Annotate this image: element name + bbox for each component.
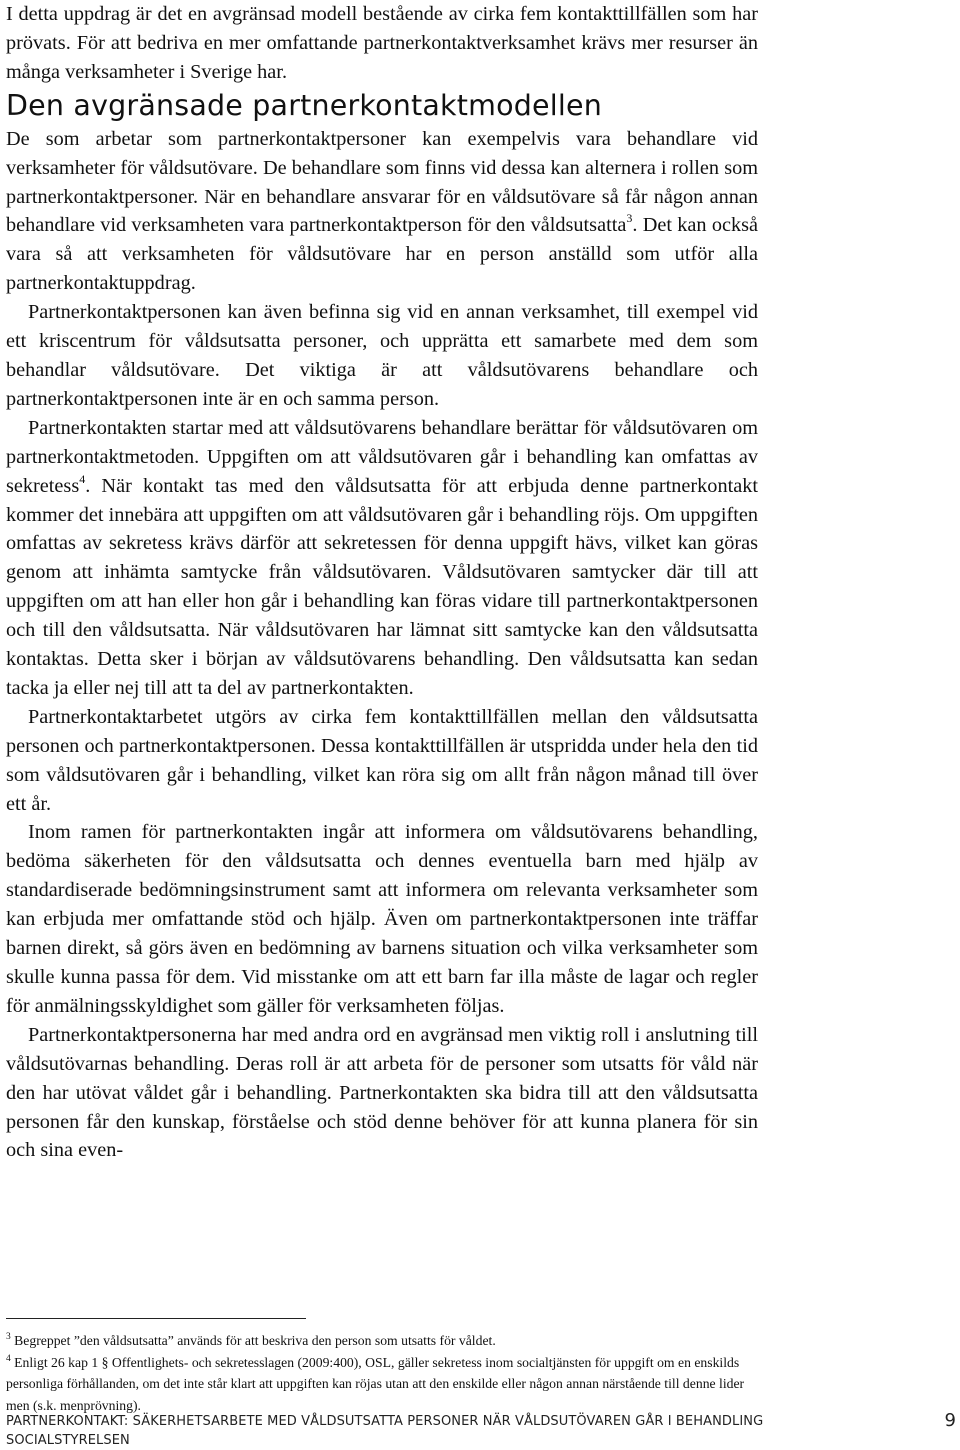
footnote-text: Enligt 26 kap 1 § Offentlighets- och sekretesslagen (2009:400), OSL, gäller sekretess inom socialtjänsten för uppgift om en enskilds personliga förhållanden, om det inte står klart att uppgiften kan röjas utan att den enskilde eller någon annan närstående till denne lider men (s.k. menprövning).: [6, 1354, 745, 1413]
paragraph-1-text-cont: . Det kan också vara så att verksamheten för våldsutövare har en person anställd som utför alla partnerkontaktuppdrag.: [6, 214, 759, 295]
footer-document-title: PARTNERKONTAKT: SÄKERHETSARBETE MED VÅLDSUTSATTA PERSONER NÄR VÅLDSUTÖVAREN GÅR I BEHANDLING: [6, 1414, 764, 1429]
footnote-ref-4[interactable]: 4: [79, 471, 86, 486]
footnote-number: 3: [6, 1332, 11, 1342]
footnote-ref-3[interactable]: 3: [626, 211, 633, 226]
paragraph-1-text: De som arbetar som partnerkontaktpersoner kan exempelvis vara behandlare vid verksamheter för våldsutövare. De behandlare som finns vid dessa kan alternera i rollen som partnerkontaktpersoner. När en behandlare ansvarar för en våldsutövare så får någon annan behandlare vid verksamheten vara partnerkontaktperson för den våldsutsatta: [6, 127, 758, 237]
footnote-number: 4: [6, 1353, 11, 1364]
footnote-3: [6, 1330, 766, 1352]
intro-paragraph: I detta uppdrag är det en avgränsad modell bestående av cirka fem kontakttillfällen som har prövats. För att bedriva en mer omfattande partnerkontaktverksamhet krävs mer resurser än många verksamheter i Sverige har.: [6, 3, 758, 83]
paragraph-1: [6, 125, 758, 298]
body-text: [6, 0, 758, 1165]
paragraph-5: Inom ramen för partnerkontakten ingår att informera om våldsutövarens behandling, bedöma säkerheten för den våldsutsatta och dennes eventuella barn med hjälp av standardiserade bedömningsinstrument samt att informera om relevanta verksamheter som kan erbjuda mer omfattande stöd och hjälp. Även om partnerkontaktpersonen inte träffar barnen direkt, så görs även en bedömning av barnens situation och vilka verksamheter som skulle kunna passa för dem. Vid misstanke om att ett barn far illa måste de lagar och regler för anmälningsskyldighet som gäller för verksamheten följas.: [6, 821, 758, 1017]
paragraph-3: [6, 414, 758, 703]
paragraph-4: Partnerkontaktarbetet utgörs av cirka fem kontakttillfällen mellan den våldsutsatta personen och partnerkontaktpersonen. Dessa kontakttillfällen är utspridda under hela den tid som våldsutövaren går i behandling, vilket kan röra sig om allt från någon månad till över ett år.: [6, 705, 758, 815]
footnote-4: [6, 1352, 766, 1417]
paragraph-6: Partnerkontaktpersonerna har med andra ord en avgränsad men viktig roll i anslutning till våldsutövarnas behandling. Deras roll är att arbeta för de personer som utsatts för våld när den har utövat våldet går i behandling. Partnerkontakten ska bidra till att den våldsutsatta personen får den kunskap, förståelse och stöd denne behöver för att kunna planera för sin och sina even-: [6, 1023, 758, 1162]
paragraph-3-text-cont: . När kontakt tas med den våldsutsatta för att erbjuda denne partnerkontakt kommer det innebära att uppgiften om att våldsutövaren går i behandling röjs. Om uppgiften omfattas av sekretess krävs därför att sekretessen för denna uppgift hävs, vilket kan göras genom att inhämta samtycke från våldsutövaren. Våldsutövaren samtycker där till att uppgiften om att han eller hon går i behandling kan föras vidare till partnerkontaktpersonen och till den våldsutsatta. När våldsutövaren har lämnat sitt samtycke kan den våldsutsatta kontaktas. Detta sker i början av våldsutövarens behandling. Den våldsutsatta kan sedan tacka ja eller nej till att ta del av partnerkontakten.: [6, 474, 758, 699]
footnotes: [6, 1330, 766, 1416]
footer-organization: SOCIALSTYRELSEN: [6, 1433, 130, 1448]
paragraph-2: Partnerkontaktpersonen kan även befinna sig vid en annan verksamhet, till exempel vid ett kriscentrum för våldsutsatta personer, och upprätta ett samarbete med dem som behandlar våldsutövare. Det viktiga är att våldsutövarens behandlare och partnerkontaktpersonen inte är en och samma person.: [6, 301, 758, 410]
footnote-text: Begreppet ”den våldsutsatta” används för att beskriva den person som utsatts för våldet.: [14, 1333, 496, 1348]
paragraph-3-text: Partnerkontakten startar med att våldsutövarens behandlare berättar för våldsutövaren om partnerkontaktmetoden. Uppgiften om att våldsutövaren går i behandling kan omfattas av sekretess: [6, 416, 758, 497]
page-number: 9: [944, 1410, 956, 1431]
footnote-divider: [6, 1318, 306, 1319]
section-heading: Den avgränsade partnerkontaktmodellen: [6, 88, 602, 122]
